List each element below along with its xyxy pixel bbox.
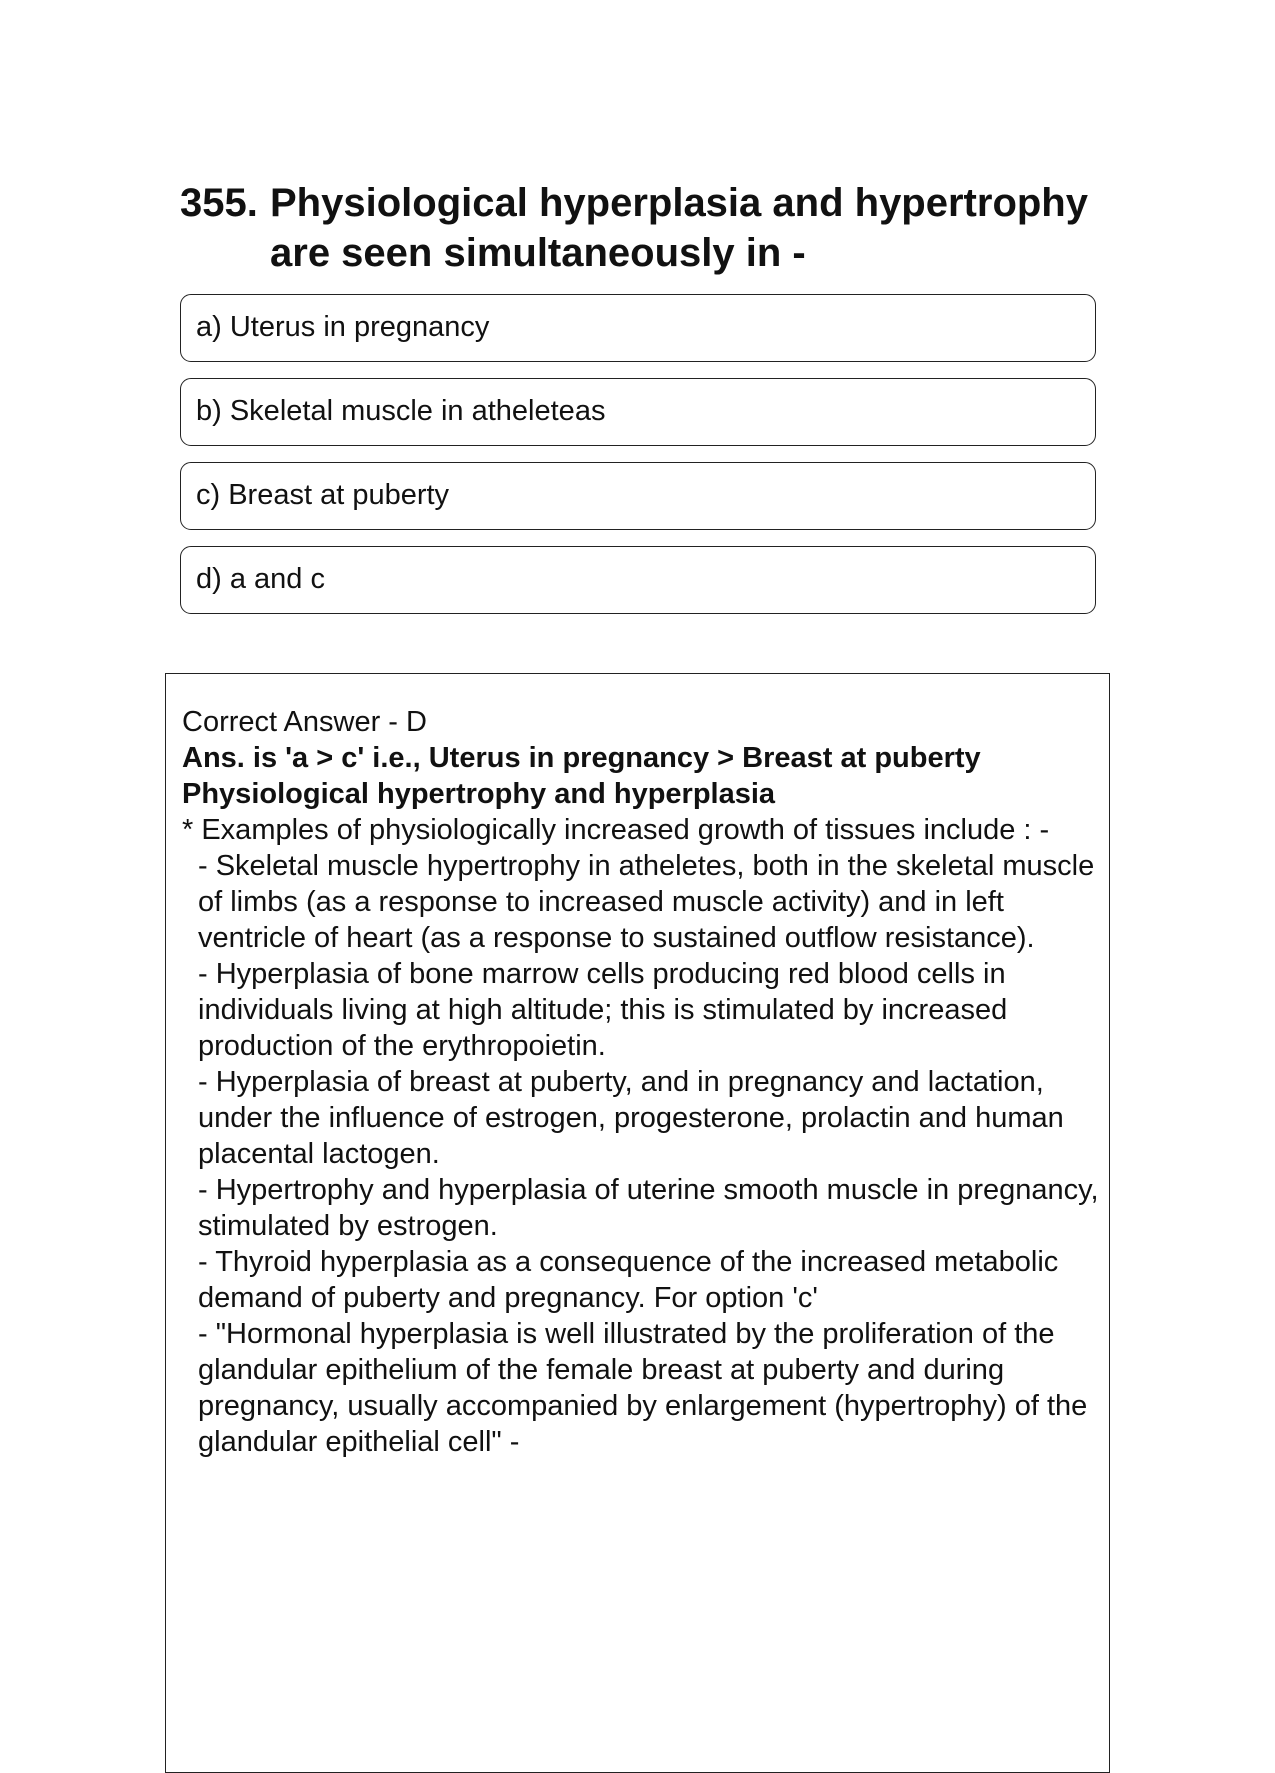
question-text: Physiological hyperplasia and hypertrophy are seen simultaneously in - <box>270 181 1088 275</box>
correct-answer-label: Correct Answer - D <box>182 706 427 738</box>
option-a[interactable]: a) Uterus in pregnancy <box>180 294 1096 362</box>
explanation-point: - Hyperplasia of breast at puberty, and in pregnancy and lactation, under the influence of estrogen, progesterone, prolactin and human placental lactogen. <box>198 1066 1064 1170</box>
explanation-intro: * Examples of physiologically increased growth of tissues include : - <box>182 814 1050 846</box>
explanation-point: - Skeletal muscle hypertrophy in atheletes, both in the skeletal muscle of limbs (as a response to increased muscle activity) and in left ventricle of heart (as a response to sustained outflow resistance). <box>198 850 1095 954</box>
explanation-heading: Physiological hypertrophy and hyperplasia <box>182 778 776 810</box>
option-c[interactable]: c) Breast at puberty <box>180 462 1096 530</box>
explanation-point: - Hypertrophy and hyperplasia of uterine smooth muscle in pregnancy, stimulated by estrogen. <box>198 1174 1099 1242</box>
explanation-point: - Thyroid hyperplasia as a consequence of the increased metabolic demand of puberty and pregnancy. For option 'c' <box>198 1246 1059 1314</box>
options-list <box>180 294 1096 630</box>
option-d[interactable]: d) a and c <box>180 546 1096 614</box>
explanation-point: - "Hormonal hyperplasia is well illustrated by the proliferation of the glandular epithelium of the female breast at puberty and during pregnancy, usually accompanied by enlargement (hypertrophy) of the glandular epithelial cell" - <box>198 1318 1088 1458</box>
question-number: 355. <box>180 181 258 225</box>
question-heading <box>180 178 1100 278</box>
answer-summary: Ans. is 'a > c' i.e., Uterus in pregnancy > Breast at puberty <box>182 742 981 774</box>
option-b[interactable]: b) Skeletal muscle in atheleteas <box>180 378 1096 446</box>
explanation-point: - Hyperplasia of bone marrow cells producing red blood cells in individuals living at high altitude; this is stimulated by increased production of the erythropoietin. <box>198 958 1008 1062</box>
answer-explanation-box <box>165 673 1110 1773</box>
